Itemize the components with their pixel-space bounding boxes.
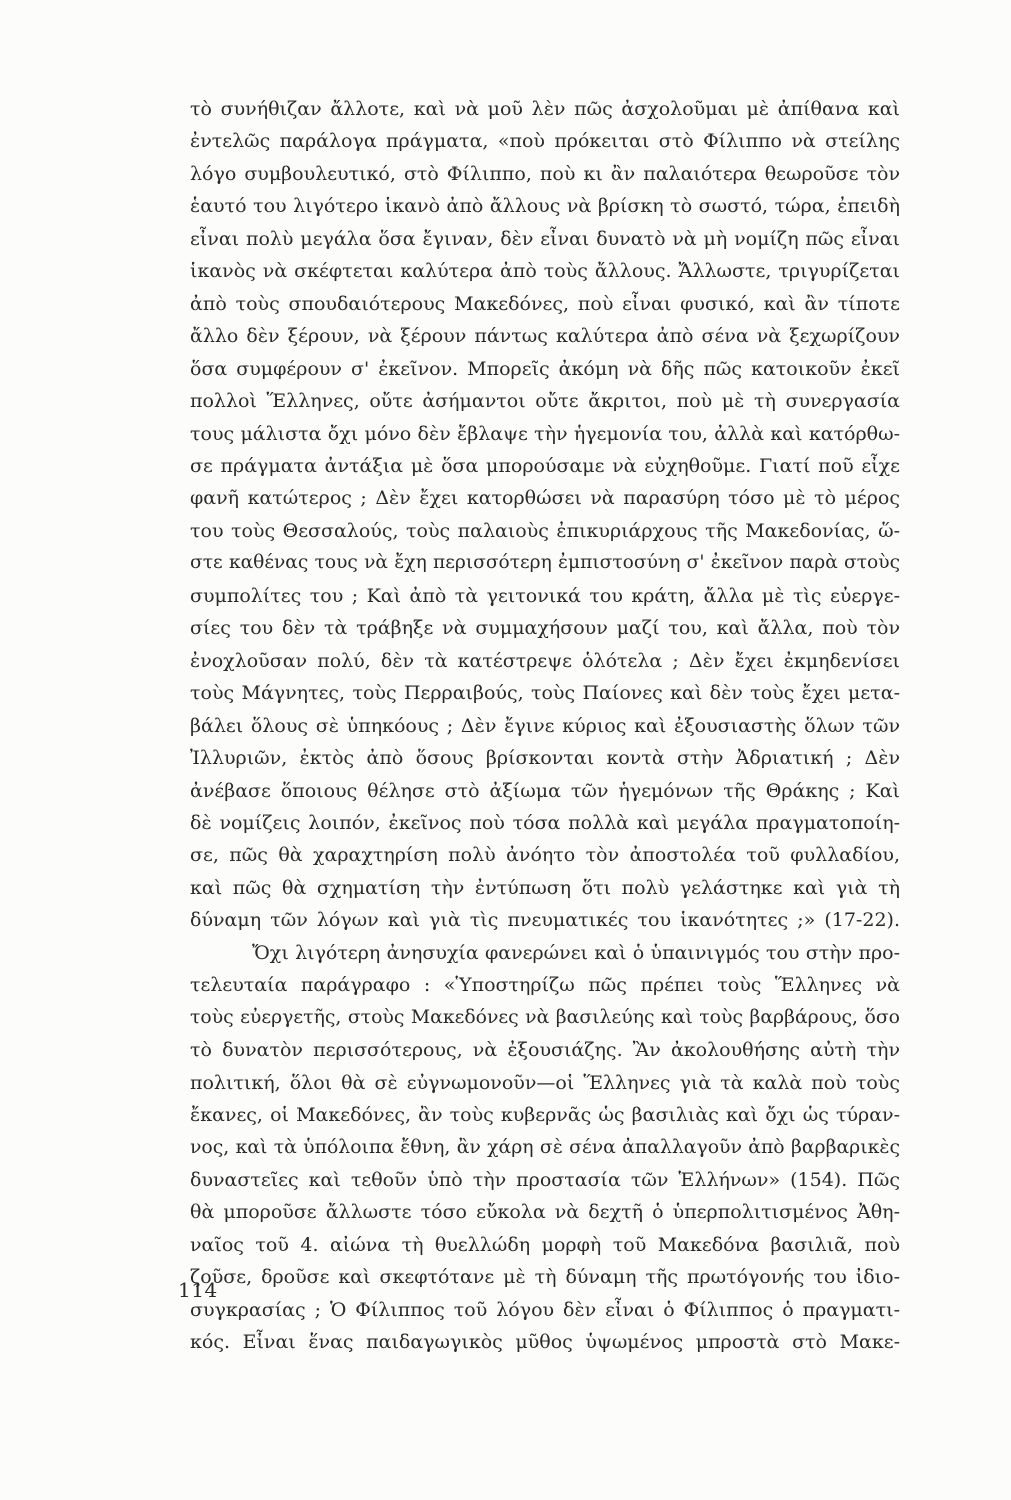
text-line: τὸ συνήθιζαν ἄλλοτε, καὶ νὰ μοῦ λὲν πῶς ἀσχολοῦμαι μὲ ἀπίθανα καὶ [190,98,900,120]
text-line: τοὺς Μάγνητες, τοὺς Περραιβούς, τοὺς Παίονες καὶ δὲν τοὺς ἔχει μετα- [190,682,900,705]
text-line: ἐντελῶς παράλογα πράγματα, «ποὺ πρόκειται στὸ Φίλιππο νὰ στείλης [190,130,900,153]
text-line: λόγο συμβουλευτικό, στὸ Φίλιππο, ποὺ κι ἂν παλαιότερα θεωροῦσε τὸν [190,162,900,185]
text-line: συμπολίτες του ; Καὶ ἀπὸ τὰ γειτονικά του κράτη, ἄλλα μὲ τὶς εὐεργε- [190,584,900,607]
text-line: δυναστεῖες καὶ τεθοῦν ὑπὸ τὴν προστασία τῶν Ἑλλήνων» (154). Πῶς [190,1168,900,1191]
text-line: ἀνέβασε ὅποιους θέλησε στὸ ἀξίωμα τῶν ἡγεμόνων τῆς Θράκης ; Καὶ [190,779,900,802]
text-line: πολιτική, ὅλοι θὰ σὲ εὐγνωμονοῦν—οἱ Ἕλληνες γιὰ τὰ καλὰ ποὺ τοὺς [190,1071,900,1094]
text-line: δὲ νομίζεις λοιπόν, ἐκεῖνος ποὺ τόσα πολλὰ καὶ μεγάλα πραγματοποίη- [190,811,900,834]
text-line: τους μάλιστα ὄχι μόνο δὲν ἔβλαψε τὴν ἡγεμονία του, ἀλλὰ καὶ κατόρθω- [190,422,900,445]
text-line: τὸ δυνατὸν περισσότερους, νὰ ἐξουσιάζης. Ἂν ἀκολουθήσης αὐτὴ τὴν [190,1039,900,1062]
page-number: 114 [178,1278,218,1302]
text-line: τοὺς εὐεργετῆς, στοὺς Μακεδόνες νὰ βασιλεύης καὶ τοὺς βαρβάρους, ὅσο [190,1006,900,1028]
text-line: Ἰλλυριῶν, ἐκτὸς ἀπὸ ὅσους βρίσκονται κοντὰ στὴν Ἀδριατική ; Δὲν [190,747,900,770]
text-line: στε καθένας τους νὰ ἔχη περισσότερη ἐμπιστοσύνη σ' ἐκεῖνον παρὰ στοὺς [190,552,900,574]
text-line: σε, πῶς θὰ χαραχτηρίση πολὺ ἀνόητο τὸν ἀποστολέα τοῦ φυλλαδίου, [190,844,900,867]
text-line: καὶ πῶς θὰ σχηματίση τὴν ἐντύπωση ὅτι πολὺ γελάστηκε καὶ γιὰ τὴ [190,876,900,899]
text-line: Ὄχι λιγότερη ἀνησυχία φανερώνει καὶ ὁ ὑπαινιγμός του στὴν προ- [252,941,900,964]
text-line: του τοὺς Θεσσαλούς, τοὺς παλαιοὺς ἐπικυριάρχους τῆς Μακεδονίας, ὥ- [190,519,900,542]
text-line: τελευταία παράγραφο : «Ὑποστηρίζω πῶς πρέπει τοὺς Ἕλληνες νὰ [190,974,900,997]
text-line: ἀπὸ τοὺς σπουδαιότερους Μακεδόνες, ποὺ εἶναι φυσικό, καὶ ἂν τίποτε [190,292,900,315]
text-line: φανῆ κατώτερος ; Δὲν ἔχει κατορθώσει νὰ παρασύρη τόσο μὲ τὸ μέρος [190,487,900,510]
text-line: συγκρασίας ; Ὁ Φίλιππος τοῦ λόγου δὲν εἶναι ὁ Φίλιππος ὁ πραγματι- [190,1298,900,1321]
text-line: πολλοὶ Ἕλληνες, οὔτε ἀσήμαντοι οὔτε ἄκριτοι, ποὺ μὲ τὴ συνεργασία [190,390,900,413]
text-line: σίες του δὲν τὰ τράβηξε νὰ συμμαχήσουν μαζί του, καὶ ἄλλα, ποὺ τὸν [190,617,900,640]
paragraph-1 [190,93,900,937]
text-line: ἑαυτό του λιγότερο ἱκανὸ ἀπὸ ἄλλους νὰ βρίσκη τὸ σωστό, τώρα, ἐπειδὴ [190,195,900,218]
text-line: θὰ μποροῦσε ἄλλωστε τόσο εὔκολα νὰ δεχτῆ ὁ ὑπερπολιτισμένος Ἀθη- [190,1201,900,1224]
text-line: ἐνοχλοῦσαν πολύ, δὲν τὰ κατέστρεψε ὁλότελα ; Δὲν ἔχει ἐκμηδενίσει [190,649,900,672]
text-line: νος, καὶ τὰ ὑπόλοιπα ἔθνη, ἂν χάρη σὲ σένα ἀπαλλαγοῦν ἀπὸ βαρβαρικὲς [190,1136,900,1158]
text-line: βάλει ὅλους σὲ ὑπηκόους ; Δὲν ἔγινε κύριος καὶ ἐξουσιαστὴς ὅλων τῶν [190,714,900,737]
text-line: ὅσα συμφέρουν σ' ἐκεῖνον. Μπορεῖς ἀκόμη νὰ δῆς πῶς κατοικοῦν ἐκεῖ [190,357,900,380]
text-line: ναῖος τοῦ 4. αἰώνα τὴ θυελλώδη μορφὴ τοῦ Μακεδόνα βασιλιᾶ, ποὺ [190,1233,900,1256]
text-line: ἄλλο δὲν ξέρουν, νὰ ξέρουν πάντως καλύτερα ἀπὸ σένα νὰ ξεχωρίζουν [190,325,900,348]
text-line: ἱκανὸς νὰ σκέφτεται καλύτερα ἀπὸ τοὺς ἄλλους. Ἄλλωστε, τριγυρίζεται [190,260,900,283]
text-line: κός. Εἶναι ἕνας παιδαγωγικὸς μῦθος ὑψωμένος μπροστὰ στὸ Μακε- [190,1331,900,1354]
text-line: ἔκανες, οἱ Μακεδόνες, ἂν τοὺς κυβερνᾶς ὡς βασιλιὰς καὶ ὄχι ὡς τύραν- [190,1104,900,1127]
body-text [190,93,900,1359]
paragraph-2 [190,937,900,1359]
text-line: εἶναι πολὺ μεγάλα ὅσα ἔγιναν, δὲν εἶναι δυνατὸ νὰ μὴ νομίζη πῶς εἶναι [190,227,900,250]
text-line: ζοῦσε, δροῦσε καὶ σκεφτότανε μὲ τὴ δύναμη τῆς πρωτόγονής του ἰδιο- [190,1266,900,1289]
text-line: δύναμη τῶν λόγων καὶ γιὰ τὶς πνευματικές του ἱκανότητες ;» (17-22). [190,909,900,932]
text-line: σε πράγματα ἀντάξια μὲ ὅσα μπορούσαμε νὰ εὐχηθοῦμε. Γιατί ποῦ εἶχε [190,454,900,477]
